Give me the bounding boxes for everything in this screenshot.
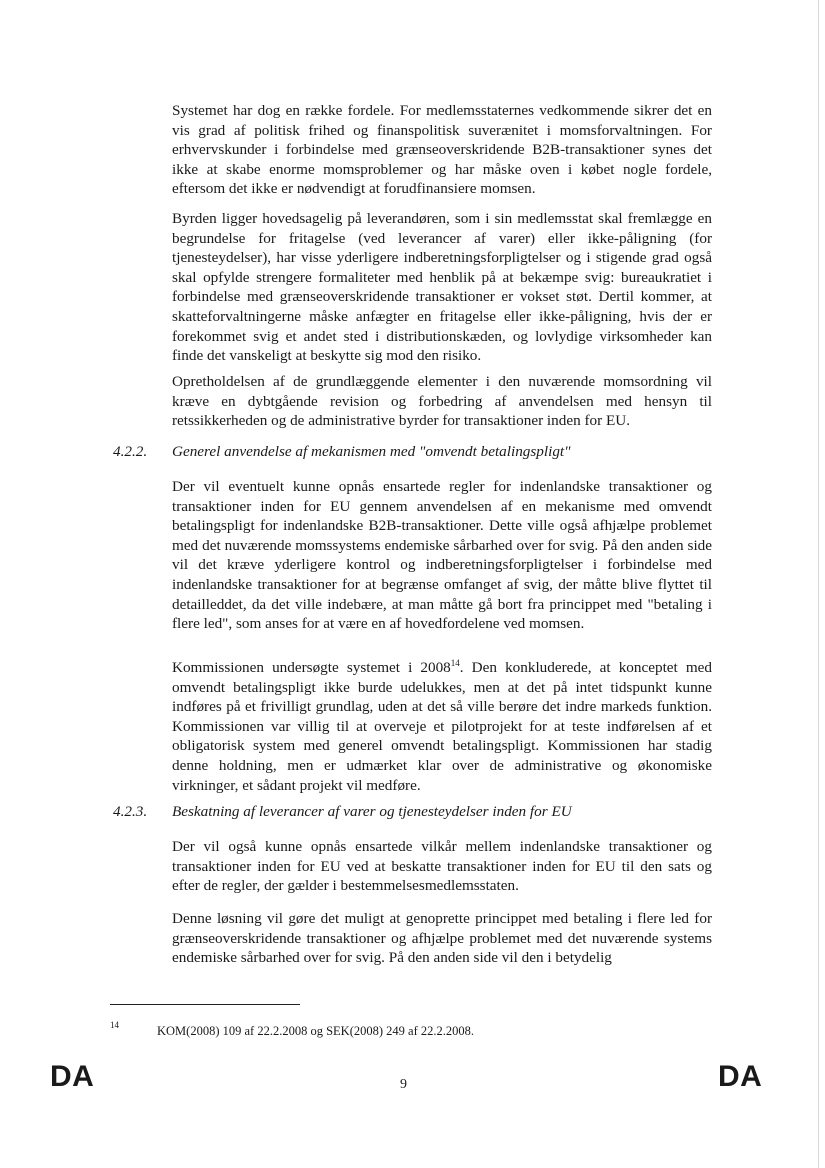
section-title: Generel anvendelse af mekanismen med "omvendt betalingspligt" (172, 443, 571, 460)
paragraph-reverse-charge: Der vil eventuelt kunne opnås ensartede regler for indenlandske transaktioner og transaktioner inden for EU gennem anvendelsen af en mekanisme med omvendt betalingspligt for indenlandske B2B-transaktioner. Dette ville også afhjælpe problemet med det nuværende momssystems endemiske sårbarhed over for svig. På den anden side vil det kræve yderligere kontrol og indberetningsforpligtelser i forbindelse med indenlandske transaktioner for at begrænse omfanget af svig, der måtte blive flyttet til detailleddet, da det ville indebære, at man måtte gå bort fra princippet med "betaling i flere led", som anses for at være en af hovedfordelene ved momsen. (172, 478, 712, 633)
paragraph-text-end: . Den konkluderede, at konceptet med omvendt betalingspligt ikke burde udelukkes, men at det på intet tidspunkt kunne indføres på et frivilligt grundlag, uden at det så ville berøre det indre markeds funktion. Kommissionen var villig til at overveje et pilotprojekt for at teste indførelsen af et obligatorisk system med generel omvendt betalingspligt. Kommissionen har stadig denne holdning, men er udmærket klar over de administrative og økonomiske virkninger, et sådant projekt vil medføre. (172, 659, 713, 794)
scan-edge-line (818, 0, 819, 1168)
paragraph-supplier-burden: Byrden ligger hovedsagelig på leverandøren, som i sin medlemsstat skal fremlægge en begrundelse for fritagelse (ved leverancer af varer) eller ikke-påligning (for tjenesteydelser), har visse yderligere indberetningsforpligtelser og i stigende grad også skal opfylde strengere formaliteter med henblik på at bekæmpe svig: bureaukratiet i forbindelse med grænseoverskridende transaktioner er vokset støt. Dertil kommer, at skatteforvaltningerne måske anfægter en fritagelse eller ikke-påligning, hvis der er forekommet svig et andet sted i distributionskæden, og lovlydige virksomheder kan finde det vanskeligt at beskytte sig mod den risiko. (172, 210, 712, 365)
language-code-right: DA (718, 1060, 763, 1093)
section-number: 4.2.3. (113, 803, 148, 820)
paragraph-commission-2008 (172, 658, 712, 795)
paragraph-solution: Denne løsning vil gøre det muligt at genoprette princippet med betaling i flere led for grænseoverskridende transaktioner og afhjælpe problemet med det nuværende systems endemiske sårbarhed over for svig. På den anden side vil den i betydelig (172, 910, 712, 967)
section-number: 4.2.2. (113, 443, 148, 460)
paragraph-text-start: Kommissionen undersøgte systemet i 2008 (172, 659, 451, 676)
section-heading-4-2-2 (0, 442, 825, 462)
page-number: 9 (400, 1077, 407, 1092)
section-heading-4-2-3 (0, 802, 825, 822)
paragraph-system-advantages: Systemet har dog en række fordele. For medlemsstaternes vedkommende sikrer det en vis grad af politisk frihed og finanspolitisk suverænitet i momsforvaltningen. For erhvervskunder i forbindelse med grænseoverskridende B2B-transaktioner synes det ikke at skabe enorme momsproblemer og har måske oven i købet nogle fordele, eftersom det ikke er nødvendigt at forudfinansiere momsen. (172, 102, 712, 198)
paragraph-maintenance: Opretholdelsen af de grundlæggende elementer i den nuværende momsordning vil kræve en dybtgående revision og forbedring af anvendelsen med hensyn til retssikkerheden og de administrative byrder for transaktioner inden for EU. (172, 373, 712, 430)
language-code-left: DA (50, 1060, 95, 1093)
footnote-reference: 14 (450, 658, 460, 668)
footnote-divider (110, 1004, 300, 1005)
paragraph-destination-taxation: Der vil også kunne opnås ensartede vilkår mellem indenlandske transaktioner og transaktioner inden for EU ved at beskatte transaktioner inden for EU til den sats og efter de regler, der gælder i bestemmelsesmedlemsstaten. (172, 838, 712, 895)
footnote-text: KOM(2008) 109 af 22.2.2008 og SEK(2008) 249 af 22.2.2008. (157, 1024, 474, 1038)
section-title: Beskatning af leverancer af varer og tjenesteydelser inden for EU (172, 803, 572, 820)
footnote-number: 14 (110, 1020, 119, 1030)
